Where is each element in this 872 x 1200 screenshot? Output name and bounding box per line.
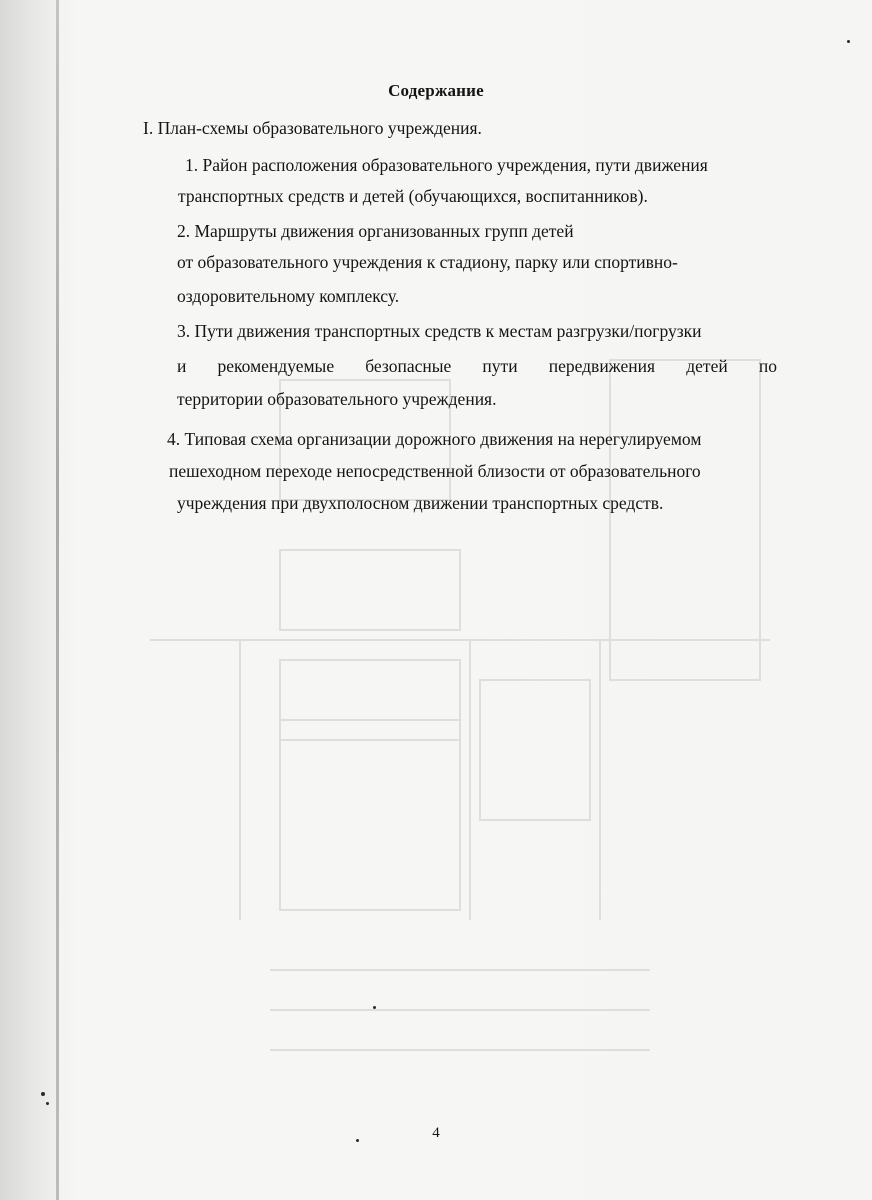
- toc-item-3-line-2: и рекомендуемые безопасные пути передвижения детей по: [177, 356, 777, 376]
- scan-speck: [373, 1006, 376, 1009]
- section-heading: I. План-схемы образовательного учреждения.: [143, 118, 482, 138]
- toc-item-2-line-1: 2. Маршруты движения организованных групп детей: [177, 221, 574, 241]
- bleed-through-diagram: [150, 100, 790, 1060]
- binding-shadow-line: [56, 0, 59, 1200]
- scan-speck: [847, 40, 850, 43]
- binding-edge: [0, 0, 58, 1200]
- page-title: Содержание: [388, 81, 484, 100]
- toc-item-1-line-2: транспортных средств и детей (обучающихся, воспитанников).: [178, 186, 648, 206]
- toc-item-2-line-3: оздоровительному комплексу.: [177, 286, 400, 306]
- toc-item-4-line-3: учреждения при двухполосном движении транспортных средств.: [177, 493, 664, 513]
- toc-item-3-line-1: 3. Пути движения транспортных средств к местам разгрузки/погрузки: [177, 321, 702, 341]
- scan-speck: [46, 1102, 49, 1105]
- scan-speck: [41, 1092, 45, 1096]
- toc-item-4-line-1: 4. Типовая схема организации дорожного движения на нерегулируемом: [167, 429, 702, 449]
- scan-speck: [356, 1139, 359, 1142]
- toc-item-2-line-2: от образовательного учреждения к стадиону, парку или спортивно-: [177, 252, 678, 272]
- toc-item-4-line-2: пешеходном переходе непосредственной близости от образовательного: [169, 461, 701, 481]
- toc-item-3-line-3: территории образовательного учреждения.: [177, 389, 497, 409]
- toc-item-1-line-1: 1. Район расположения образовательного учреждения, пути движения: [185, 155, 708, 175]
- page-number: 4: [432, 1125, 440, 1141]
